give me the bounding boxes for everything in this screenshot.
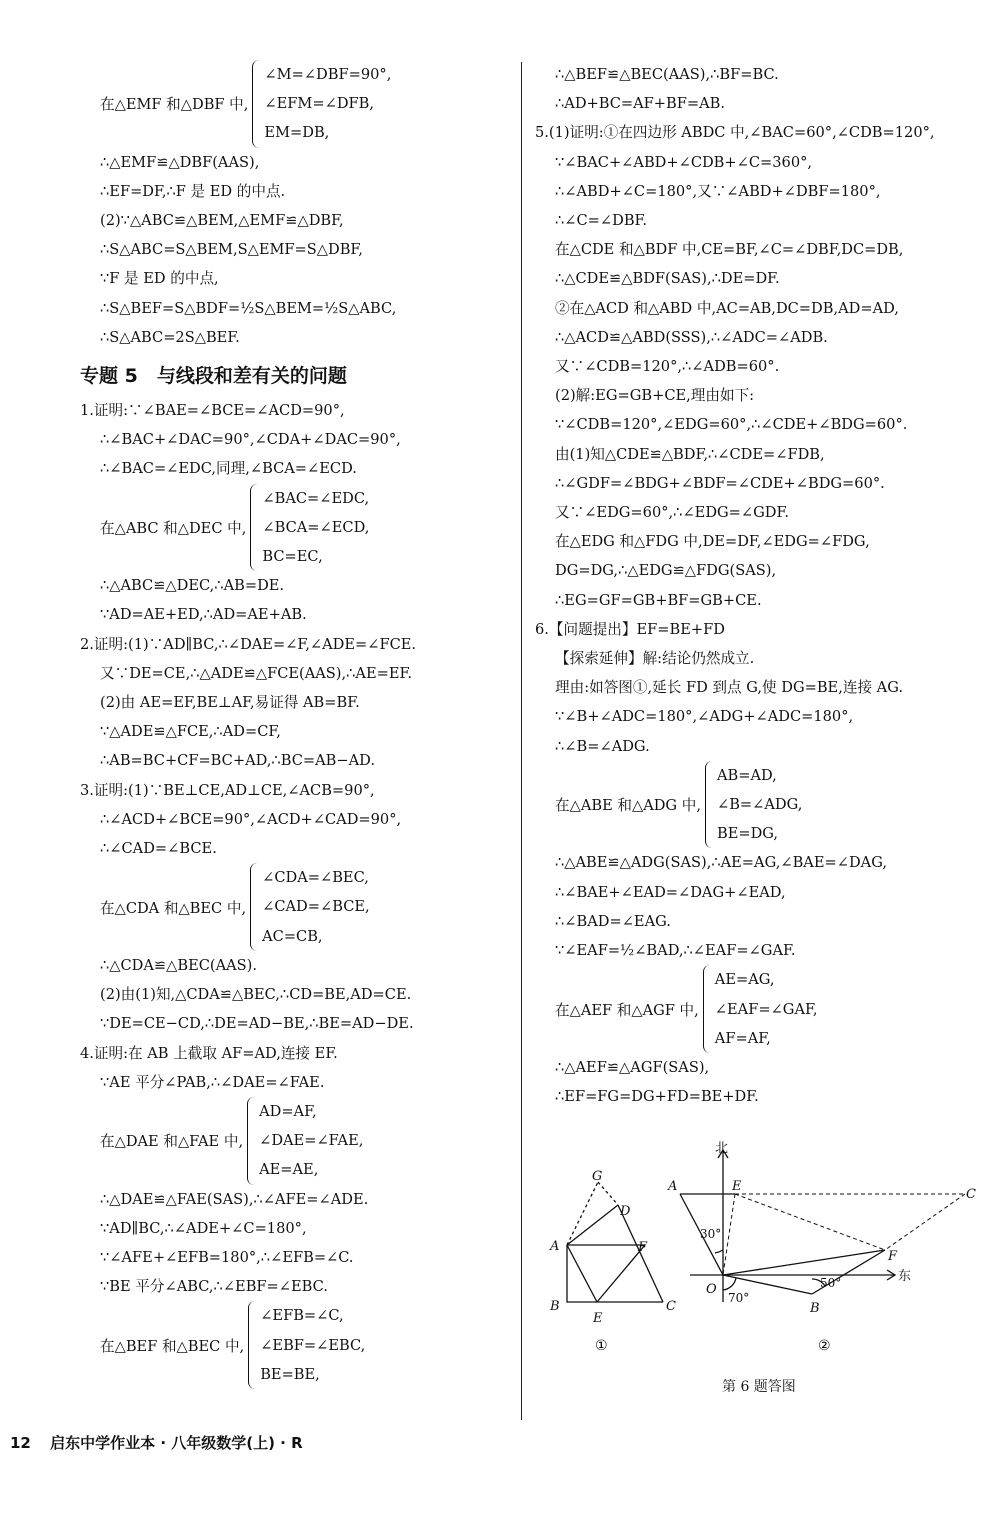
- figure-2: [680, 1150, 895, 1302]
- text-line: ∵AE 平分∠PAB,∴∠DAE=∠FAE.: [100, 1073, 325, 1091]
- system-item: ∠BCA=∠ECD,: [262, 518, 370, 536]
- system-item: BE=DG,: [716, 825, 779, 843]
- text-line: ∵∠B+∠ADC=180°,∠ADG+∠ADC=180°,: [555, 708, 854, 726]
- fig2-label-north: 北: [715, 1141, 729, 1156]
- fig1-label-A: A: [550, 1239, 560, 1254]
- text-line: ∵∠CDB=120°,∠EDG=60°,∴∠CDE+∠BDG=60°.: [555, 416, 908, 434]
- text-line: ∴∠ABD+∠C=180°,又∵∠ABD+∠DBF=180°,: [555, 182, 881, 200]
- brace: [247, 1097, 256, 1185]
- column-divider: [521, 62, 522, 1420]
- figure-caption: 第 6 题答图: [722, 1379, 796, 1395]
- fig2-label-E: E: [732, 1179, 742, 1194]
- fig1-label-F: F: [638, 1240, 648, 1255]
- text-line: 又∵∠CDB=120°,∴∠ADB=60°.: [555, 358, 780, 376]
- text-line: 又∵∠EDG=60°,∴∠EDG=∠GDF.: [555, 504, 789, 522]
- system-item: AE=AG,: [714, 971, 775, 989]
- fig2-arc-70: [723, 1278, 736, 1290]
- fig2-label-F: F: [888, 1249, 898, 1264]
- system-item: ∠CAD=∠BCE,: [262, 898, 370, 916]
- system-item: ∠DAE=∠FAE,: [259, 1132, 364, 1150]
- text-line: ∴△EMF≌△DBF(AAS),: [100, 153, 260, 171]
- text-line: ∴△ACD≌△ABD(SSS),∴∠ADC=∠ADB.: [555, 328, 828, 346]
- fig2-line-OF: [723, 1250, 885, 1275]
- text-line: 由(1)知△CDE≌△BDF,∴∠CDE=∠FDB,: [555, 445, 825, 463]
- equation-system: [535, 965, 975, 1053]
- brace: [250, 863, 259, 951]
- equation-system: [80, 484, 510, 572]
- fig1-dashed-AG: [567, 1182, 598, 1245]
- system-item: AB=AD,: [716, 766, 777, 784]
- right-column: [535, 60, 975, 1111]
- section-heading: 专题 5 与线段和差有关的问题: [80, 365, 347, 388]
- text-line: ∴∠CAD=∠BCE.: [100, 840, 217, 858]
- text-line: ∵∠EAF=½∠BAD,∴∠EAF=∠GAF.: [555, 942, 796, 960]
- text-line: ∴EF=FG=DG+FD=BE+DF.: [555, 1088, 759, 1106]
- equation-system: [80, 863, 510, 951]
- text-line: ∴∠B=∠ADG.: [555, 737, 650, 755]
- system-item: EM=DB,: [264, 124, 330, 142]
- page-number: 12: [10, 1434, 31, 1452]
- fig2-arc-30: [715, 1250, 723, 1253]
- brace: [250, 484, 259, 572]
- text-line: ∴△ABE≌△ADG(SAS),∴AE=AG,∠BAE=∠DAG,: [555, 854, 887, 872]
- system-item: AD=AF,: [259, 1102, 317, 1120]
- system-item: BE=BE,: [260, 1365, 320, 1383]
- system-label: 在△CDA 和△BEC 中,: [100, 899, 247, 917]
- text-line: ∵BE 平分∠ABC,∴∠EBF=∠EBC.: [100, 1278, 328, 1296]
- text-line: ∴△DAE≌△FAE(SAS),∴∠AFE=∠ADE.: [100, 1190, 369, 1208]
- text-line: ∵F 是 ED 的中点,: [100, 270, 219, 288]
- system-label: 在△AEF 和△AGF 中,: [555, 1001, 699, 1019]
- system-item: ∠BAC=∠EDC,: [262, 489, 370, 507]
- system-label: 在△ABE 和△ADG 中,: [555, 797, 701, 815]
- text-line: 理由:如答图①,延长 FD 到点 G,使 DG=BE,连接 AG.: [555, 679, 903, 697]
- text-line: 4.证明:在 AB 上截取 AF=AD,连接 EF.: [80, 1044, 338, 1062]
- text-line: 在△EDG 和△FDG 中,DE=DF,∠EDG=∠FDG,: [555, 533, 870, 551]
- text-line: ∴△AEF≌△AGF(SAS),: [555, 1058, 710, 1076]
- fig2-dashed-EF: [735, 1194, 885, 1250]
- text-line: ∴∠BAC=∠EDC,同理,∠BCA=∠ECD.: [100, 460, 357, 478]
- text-line: 又∵DE=CE,∴△ADE≌△FCE(AAS),∴AE=EF.: [100, 664, 412, 682]
- fig2-label-O: O: [706, 1282, 717, 1297]
- brace: [705, 761, 714, 849]
- system-item: AC=CB,: [262, 927, 323, 945]
- brace: [252, 60, 261, 148]
- system-item: ∠M=∠DBF=90°,: [264, 66, 392, 83]
- text-line: ∴∠C=∠DBF.: [555, 212, 648, 230]
- fig1-number: ①: [595, 1338, 608, 1354]
- text-line: ∴EF=DF,∴F 是 ED 的中点.: [100, 182, 286, 200]
- system-item: AE=AE,: [259, 1161, 319, 1179]
- text-line: (2)由(1)知,△CDA≌△BEC,∴CD=BE,AD=CE.: [100, 986, 412, 1004]
- text-line: 3.证明:(1)∵BE⊥CE,AD⊥CE,∠ACB=90°,: [80, 781, 375, 799]
- text-line: ∴∠BAD=∠EAG.: [555, 912, 671, 930]
- text-line: DG=DG,∴△EDG≌△FDG(SAS),: [555, 562, 777, 580]
- fig2-label-B: B: [810, 1301, 820, 1316]
- system-label: 在△ABC 和△DEC 中,: [100, 519, 247, 537]
- system-label: 在△DAE 和△FAE 中,: [100, 1133, 244, 1151]
- fig2-dashed-EO: [723, 1194, 735, 1275]
- fig2-label-A: A: [668, 1179, 678, 1194]
- answer-figures: [540, 1140, 980, 1390]
- text-line: ∴AD+BC=AF+BF=AB.: [555, 95, 726, 113]
- text-line: ②在△ACD 和△ABD 中,AC=AB,DC=DB,AD=AD,: [555, 299, 899, 317]
- text-line: ∵∠BAC+∠ABD+∠CDB+∠C=360°,: [555, 153, 813, 171]
- fig1-label-B: B: [550, 1299, 560, 1314]
- fig1-label-E: E: [593, 1311, 603, 1326]
- text-line: ∵AD=AE+ED,∴AD=AE+AB.: [100, 606, 307, 624]
- text-line: 5.(1)证明:①在四边形 ABDC 中,∠BAC=60°,∠CDB=120°,: [535, 124, 935, 142]
- fig1-dashed-GD: [598, 1182, 618, 1205]
- text-line: ∴∠BAE+∠EAD=∠DAG+∠EAD,: [555, 883, 786, 901]
- system-item: ∠EAF=∠GAF,: [714, 1000, 818, 1018]
- book-title: 启东中学作业本 · 八年级数学(上) · R: [50, 1434, 303, 1452]
- text-line: ∴∠ACD+∠BCE=90°,∠ACD+∠CAD=90°,: [100, 810, 402, 828]
- equation-system: [80, 60, 510, 148]
- fig1-line-AE: [567, 1245, 597, 1302]
- system-item: ∠CDA=∠BEC,: [262, 869, 369, 887]
- text-line: 【探索延伸】解:结论仍然成立.: [555, 650, 755, 668]
- text-line: ∴S△ABC=S△BEM,S△EMF=S△DBF,: [100, 241, 363, 259]
- system-item: ∠EFB=∠C,: [260, 1307, 344, 1325]
- system-label: 在△EMF 和△DBF 中,: [100, 96, 249, 114]
- text-line: 1.证明:∵∠BAE=∠BCE=∠ACD=90°,: [80, 402, 345, 420]
- fig1-label-C: C: [666, 1299, 676, 1314]
- fig2-angle-50: 50°: [820, 1276, 842, 1290]
- text-line: ∴△ABC≌△DEC,∴AB=DE.: [100, 577, 285, 595]
- equation-system: [80, 1097, 510, 1185]
- figure-1: [567, 1182, 663, 1302]
- text-line: ∵AD∥BC,∴∠ADE+∠C=180°,: [100, 1219, 307, 1237]
- text-line: 2.证明:(1)∵AD∥BC,∴∠DAE=∠F,∠ADE=∠FCE.: [80, 635, 417, 653]
- system-item: ∠EBF=∠EBC,: [260, 1336, 366, 1354]
- text-line: 在△CDE 和△BDF 中,CE=BF,∠C=∠DBF,DC=DB,: [555, 241, 904, 259]
- text-line: 6.【问题提出】EF=BE+FD: [535, 620, 725, 638]
- text-line: ∴△BEF≌△BEC(AAS),∴BF=BC.: [555, 66, 779, 83]
- fig2-angle-70: 70°: [728, 1291, 750, 1305]
- text-line: ∴S△ABC=2S△BEF.: [100, 328, 240, 346]
- text-line: ∴EG=GF=GB+BF=GB+CE.: [555, 591, 762, 609]
- left-column: [80, 60, 510, 1389]
- brace: [703, 965, 712, 1053]
- brace: [248, 1301, 257, 1389]
- text-line: ∵△ADE≌△FCE,∴AD=CF,: [100, 723, 281, 741]
- text-line: ∴∠BAC+∠DAC=90°,∠CDA+∠DAC=90°,: [100, 431, 401, 449]
- system-item: BC=EC,: [262, 548, 323, 566]
- fig2-number: ②: [818, 1338, 831, 1354]
- system-item: AF=AF,: [714, 1029, 771, 1047]
- text-line: ∴S△BEF=S△BDF=½S△BEM=½S△ABC,: [100, 299, 397, 317]
- fig2-angle-30: 30°: [700, 1227, 722, 1241]
- text-line: ∵DE=CE−CD,∴DE=AD−BE,∴BE=AD−DE.: [100, 1015, 414, 1033]
- text-line: ∴△CDA≌△BEC(AAS).: [100, 956, 258, 974]
- text-line: ∴△CDE≌△BDF(SAS),∴DE=DF.: [555, 270, 780, 288]
- system-item: ∠EFM=∠DFB,: [264, 95, 375, 113]
- fig2-label-C: C: [966, 1187, 976, 1202]
- fig1-line-AD: [567, 1205, 618, 1245]
- page-footer: [10, 1432, 303, 1453]
- equation-system: [535, 761, 975, 849]
- text-line: ∴∠GDF=∠BDG+∠BDF=∠CDE+∠BDG=60°.: [555, 474, 885, 492]
- system-label: 在△BEF 和△BEC 中,: [100, 1337, 245, 1355]
- fig1-label-G: G: [592, 1169, 603, 1184]
- fig2-label-east: 东: [898, 1269, 912, 1284]
- text-line: ∴AB=BC+CF=BC+AD,∴BC=AB−AD.: [100, 752, 375, 770]
- text-line: (2)由 AE=EF,BE⊥AF,易证得 AB=BF.: [100, 694, 360, 712]
- text-line: (2)∵△ABC≌△BEM,△EMF≌△DBF,: [100, 212, 344, 230]
- fig1-label-D: D: [620, 1204, 631, 1219]
- equation-system: [80, 1301, 510, 1389]
- text-line: ∵∠AFE+∠EFB=180°,∴∠EFB=∠C.: [100, 1248, 354, 1266]
- system-item: ∠B=∠ADG,: [716, 796, 803, 814]
- text-line: (2)解:EG=GB+CE,理由如下:: [555, 387, 755, 405]
- fig2-dashed-CF: [885, 1194, 965, 1250]
